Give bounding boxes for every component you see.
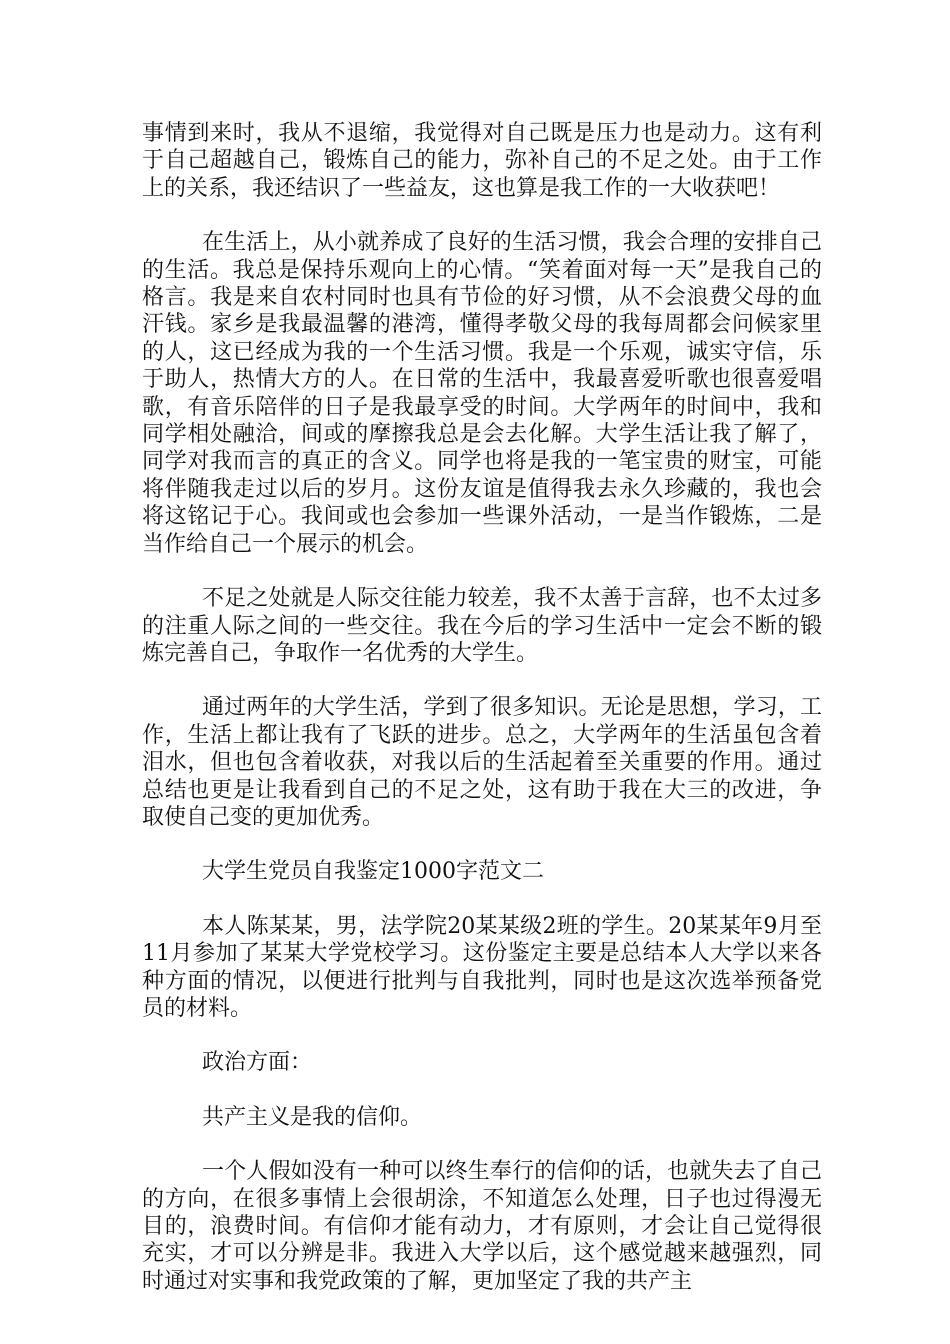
paragraph-shortcomings: 不足之处就是人际交往能力较差，我不太善于言辞，也不太过多的注重人际之间的一些交往。我在今后的学习生活中一定会不断的锻炼完善自己，争取作一名优秀的大学生。 bbox=[142, 586, 822, 666]
document-page bbox=[142, 120, 822, 1322]
paragraph-belief: 一个人假如没有一种可以终生奉行的信仰的话，也就失去了自己的方向，在很多事情上会很胡涂，不知道怎么处理，日子也过得漫无目的，浪费时间。有信仰才能有动力，才有原则，才会让自己觉得很充实，才可以分辨是非。我进入大学以后，这个感觉越来越强烈，同时通过对实事和我党政策的了解，更加坚定了我的共产主 bbox=[142, 1159, 822, 1294]
paragraph-intro: 本人陈某某，男，法学院20某某级2班的学生。20某某年9月至11月参加了某某大学党校学习。这份鉴定主要是总结本人大学以来各种方面的情况，以便进行批判与自我批判，同时也是这次选举预备党员的材料。 bbox=[142, 913, 822, 1021]
section-title: 大学生党员自我鉴定1000字范文二 bbox=[202, 859, 544, 885]
paragraph-life: 在生活上，从小就养成了良好的生活习惯，我会合理的安排自己的生活。我总是保持乐观向上的心情。“笑着面对每一天”是我自己的格言。我是来自农村同时也具有节俭的好习惯，从不会浪费父母的血汗钱。家乡是我最温馨的港湾，懂得孝敬父母的我每周都会问候家里的人，这已经成为我的一个生活习惯。我是一个乐观，诚实守信，乐于助人，热情大方的人。在日常的生活中，我最喜爱听歌也很喜爱唱歌，有音乐陪伴的日子是我最享受的时间。大学两年的时间中，我和同学相处融洽，间或的摩擦我总是会去化解。大学生活让我了解了，同学对我而言的真正的含义。同学也将是我的一笔宝贵的财宝，可能将伴随我走过以后的岁月。这份友谊是值得我去永久珍藏的，我也会将这铭记于心。我间或也会参加一些课外活动，一是当作锻炼，二是当作给自己一个展示的机会。 bbox=[142, 230, 822, 557]
subheading-politics: 政治方面： bbox=[202, 1050, 313, 1076]
paragraph-work-summary: 事情到来时，我从不退缩，我觉得对自己既是压力也是动力。这有利于自己超越自己，锻炼自己的能力，弥补自己的不足之处。由于工作上的关系，我还结识了一些益友，这也算是我工作的一大收获吧！ bbox=[142, 121, 822, 201]
subheading-belief: 共产主义是我的信仰。 bbox=[202, 1104, 423, 1130]
paragraph-conclusion: 通过两年的大学生活，学到了很多知识。无论是思想，学习，工作，生活上都让我有了飞跃的进步。总之，大学两年的生活虽包含着泪水，但也包含着收获，对我以后的生活起着至关重要的作用。通过总结也更是让我看到自己的不足之处，这有助于我在大三的改进，争取使自己变的更加优秀。 bbox=[142, 695, 822, 830]
